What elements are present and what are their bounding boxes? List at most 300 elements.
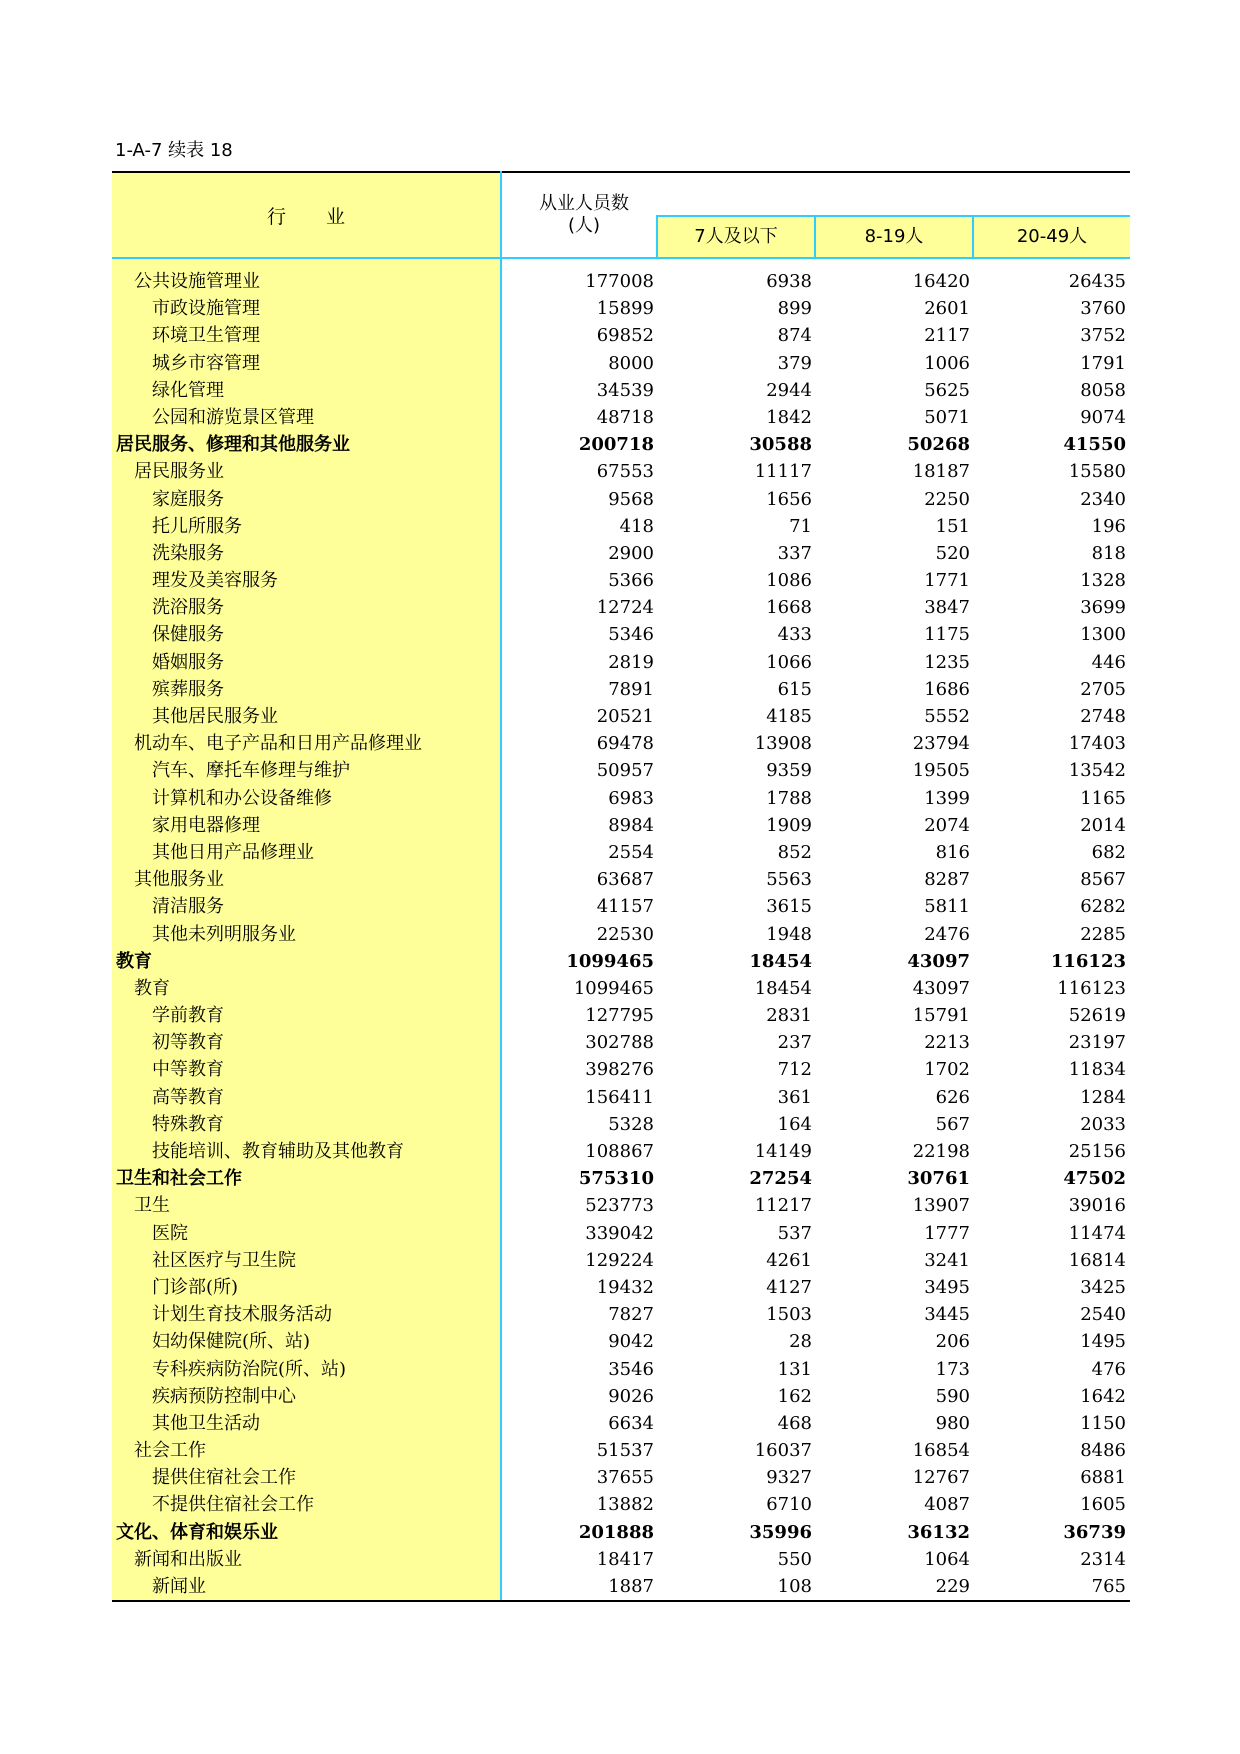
row-value-col4: 6881 — [1080, 1467, 1126, 1489]
row-industry-name: 教育 — [134, 977, 170, 999]
row-industry-name: 汽车、摩托车修理与维护 — [152, 760, 350, 782]
row-value-col1: 9568 — [608, 488, 654, 510]
table-row — [112, 975, 1130, 1002]
row-industry-name: 洗浴服务 — [152, 597, 224, 619]
row-value-col4: 47502 — [1063, 1168, 1126, 1190]
row-value-col1: 50957 — [596, 760, 654, 782]
table-row — [112, 1247, 1130, 1274]
table-row — [112, 1519, 1130, 1546]
row-industry-name: 城乡市容管理 — [152, 352, 260, 374]
row-industry-name: 居民服务、修理和其他服务业 — [116, 434, 350, 456]
row-value-col3: 8287 — [924, 869, 970, 891]
table-row — [112, 893, 1130, 920]
row-value-col4: 116123 — [1050, 950, 1126, 972]
row-industry-name: 居民服务业 — [134, 461, 224, 483]
table-body — [112, 268, 1130, 1600]
row-industry-name: 其他卫生活动 — [152, 1412, 260, 1434]
row-industry-name: 提供住宿社会工作 — [152, 1467, 296, 1489]
row-value-col1: 20521 — [596, 706, 654, 727]
row-value-col1: 156411 — [585, 1086, 654, 1108]
table-row — [112, 1546, 1130, 1573]
row-industry-name: 殡葬服务 — [152, 678, 224, 700]
row-value-col2: 4127 — [766, 1276, 812, 1298]
row-value-col1: 302788 — [585, 1032, 654, 1054]
table-row — [112, 1002, 1130, 1029]
row-value-col4: 3425 — [1080, 1276, 1126, 1298]
table-row — [112, 866, 1130, 893]
row-value-col1: 5366 — [608, 570, 654, 592]
row-value-col4: 2705 — [1080, 678, 1126, 700]
row-value-col3: 5552 — [924, 706, 970, 727]
row-value-col3: 16420 — [912, 271, 970, 292]
row-value-col3: 1399 — [924, 787, 970, 809]
table-row — [112, 757, 1130, 784]
row-value-col3: 2601 — [924, 298, 970, 320]
row-value-col4: 9074 — [1080, 406, 1126, 428]
row-value-col4: 682 — [1091, 841, 1126, 863]
row-value-col1: 15899 — [596, 298, 654, 320]
table-row — [112, 431, 1130, 458]
row-industry-name: 初等教育 — [152, 1032, 224, 1054]
row-value-col4: 1791 — [1080, 352, 1126, 374]
row-value-col4: 36739 — [1063, 1521, 1126, 1543]
header-total-label — [504, 193, 664, 237]
row-value-col4: 25156 — [1068, 1141, 1126, 1162]
row-value-col1: 5346 — [608, 624, 654, 646]
row-value-col1: 2819 — [608, 651, 654, 673]
table-row — [112, 1138, 1130, 1165]
table-row — [112, 295, 1130, 322]
row-value-col2: 18454 — [749, 950, 812, 972]
row-value-col4: 52619 — [1068, 1005, 1126, 1027]
row-value-col2: 164 — [777, 1113, 812, 1135]
row-value-col2: 1668 — [766, 597, 812, 619]
row-value-col2: 1842 — [766, 406, 812, 428]
row-value-col3: 567 — [935, 1113, 970, 1135]
row-industry-name: 医院 — [152, 1222, 188, 1244]
table-row — [112, 594, 1130, 621]
row-value-col3: 151 — [935, 515, 970, 537]
table-row — [112, 377, 1130, 404]
row-value-col3: 626 — [935, 1086, 970, 1108]
row-value-col1: 8000 — [608, 352, 654, 374]
row-industry-name: 保健服务 — [152, 624, 224, 646]
table-row — [112, 921, 1130, 948]
row-value-col3: 1686 — [924, 678, 970, 700]
row-value-col4: 8058 — [1080, 379, 1126, 401]
row-value-col3: 5811 — [924, 896, 970, 918]
table-row — [112, 1301, 1130, 1328]
table-row — [112, 649, 1130, 676]
row-industry-name: 计算机和办公设备维修 — [152, 787, 332, 809]
row-value-col3: 2074 — [924, 814, 970, 836]
row-value-col2: 899 — [777, 298, 812, 320]
row-value-col4: 2748 — [1080, 706, 1126, 727]
row-value-col4: 1165 — [1080, 787, 1126, 809]
row-value-col4: 1150 — [1080, 1412, 1126, 1434]
row-value-col3: 3445 — [924, 1304, 970, 1326]
table-row — [112, 621, 1130, 648]
table-header — [112, 173, 1130, 257]
row-value-col4: 8567 — [1080, 869, 1126, 891]
row-value-col1: 34539 — [596, 379, 654, 401]
row-industry-name: 特殊教育 — [152, 1113, 224, 1135]
row-value-col2: 27254 — [749, 1168, 812, 1190]
row-value-col4: 1642 — [1080, 1385, 1126, 1407]
row-industry-name: 其他服务业 — [134, 869, 224, 891]
row-value-col2: 9359 — [766, 760, 812, 782]
header-col-size3: 20-49人 — [1016, 226, 1088, 247]
table-caption: 1-A-7 续表 18 — [115, 140, 233, 161]
row-industry-name: 托儿所服务 — [152, 515, 242, 537]
table-row — [112, 322, 1130, 349]
row-value-col1: 37655 — [596, 1467, 654, 1489]
row-value-col4: 476 — [1091, 1358, 1126, 1380]
row-value-col4: 2033 — [1080, 1113, 1126, 1135]
row-value-col2: 361 — [777, 1086, 812, 1108]
row-value-col1: 9026 — [608, 1385, 654, 1407]
table-row — [112, 513, 1130, 540]
row-value-col2: 11217 — [754, 1195, 812, 1217]
row-industry-name: 清洁服务 — [152, 896, 224, 918]
row-value-col2: 1948 — [766, 923, 812, 945]
row-value-col3: 50268 — [907, 434, 970, 456]
row-value-col1: 69852 — [596, 325, 654, 347]
row-value-col1: 41157 — [596, 896, 654, 918]
row-value-col4: 2285 — [1080, 923, 1126, 945]
row-value-col1: 2900 — [608, 542, 654, 564]
row-value-col4: 116123 — [1057, 977, 1126, 999]
table-row — [112, 540, 1130, 567]
row-value-col2: 13908 — [754, 733, 812, 755]
row-industry-name: 公园和游览景区管理 — [152, 406, 314, 428]
row-value-col4: 1284 — [1080, 1086, 1126, 1108]
row-value-col3: 36132 — [907, 1521, 970, 1543]
table-row — [112, 839, 1130, 866]
row-value-col1: 48718 — [596, 406, 654, 428]
table-row — [112, 1029, 1130, 1056]
table-row — [112, 1410, 1130, 1437]
row-value-col2: 337 — [777, 542, 812, 564]
row-value-col4: 765 — [1091, 1576, 1126, 1597]
row-value-col4: 1328 — [1080, 570, 1126, 592]
row-value-col2: 9327 — [766, 1467, 812, 1489]
row-value-col1: 12724 — [596, 597, 654, 619]
row-value-col3: 520 — [935, 542, 970, 564]
table-row — [112, 486, 1130, 513]
row-value-col2: 14149 — [754, 1141, 812, 1162]
table-row — [112, 404, 1130, 431]
row-value-col3: 3847 — [924, 597, 970, 619]
row-value-col1: 5328 — [608, 1113, 654, 1135]
row-value-col3: 590 — [935, 1385, 970, 1407]
row-value-col3: 3495 — [924, 1276, 970, 1298]
row-value-col3: 12767 — [912, 1467, 970, 1489]
row-value-col2: 4185 — [766, 706, 812, 727]
row-value-col2: 4261 — [766, 1249, 812, 1271]
row-value-col2: 28 — [789, 1331, 812, 1353]
row-industry-name: 学前教育 — [152, 1005, 224, 1027]
row-value-col3: 18187 — [912, 461, 970, 483]
table-row — [112, 1573, 1130, 1600]
row-value-col2: 537 — [777, 1222, 812, 1244]
row-value-col3: 980 — [935, 1412, 970, 1434]
row-value-col4: 3752 — [1080, 325, 1126, 347]
row-industry-name: 公共设施管理业 — [134, 271, 260, 292]
row-value-col2: 852 — [777, 841, 812, 863]
row-industry-name: 社会工作 — [134, 1440, 206, 1462]
row-industry-name: 中等教育 — [152, 1059, 224, 1081]
row-value-col1: 7891 — [608, 678, 654, 700]
table-row — [112, 1328, 1130, 1355]
row-value-col3: 13907 — [912, 1195, 970, 1217]
row-industry-name: 理发及美容服务 — [152, 570, 278, 592]
row-value-col1: 13882 — [596, 1494, 654, 1516]
header-col-size1: 7人及以下 — [694, 226, 778, 247]
row-value-col1: 22530 — [596, 923, 654, 945]
row-value-col4: 11834 — [1068, 1059, 1126, 1081]
row-industry-name: 疾病预防控制中心 — [152, 1385, 296, 1407]
header-col-size2: 8-19人 — [864, 226, 924, 247]
table-row — [112, 676, 1130, 703]
row-value-col2: 615 — [777, 678, 812, 700]
row-value-col3: 5625 — [924, 379, 970, 401]
row-value-col4: 41550 — [1063, 434, 1126, 456]
row-value-col4: 818 — [1091, 542, 1126, 564]
row-value-col1: 523773 — [585, 1195, 654, 1217]
row-industry-name: 新闻和出版业 — [134, 1548, 242, 1570]
row-value-col3: 22198 — [912, 1141, 970, 1162]
row-value-col2: 550 — [777, 1548, 812, 1570]
row-value-col1: 19432 — [596, 1276, 654, 1298]
row-value-col3: 1175 — [924, 624, 970, 646]
row-industry-name: 卫生 — [134, 1195, 170, 1217]
table-row — [112, 703, 1130, 730]
row-value-col2: 1788 — [766, 787, 812, 809]
row-value-col4: 446 — [1091, 651, 1126, 673]
row-industry-name: 不提供住宿社会工作 — [152, 1494, 314, 1516]
row-value-col1: 418 — [619, 515, 654, 537]
row-value-col4: 11474 — [1068, 1222, 1126, 1244]
row-value-col1: 1099465 — [573, 977, 654, 999]
row-value-col1: 200718 — [578, 434, 654, 456]
row-value-col2: 11117 — [754, 461, 812, 483]
row-industry-name: 计划生育技术服务活动 — [152, 1304, 332, 1326]
row-value-col4: 39016 — [1068, 1195, 1126, 1217]
row-value-col3: 3241 — [924, 1249, 970, 1271]
row-value-col3: 2250 — [924, 488, 970, 510]
row-value-col2: 1909 — [766, 814, 812, 836]
table-row — [112, 458, 1130, 485]
table-row — [112, 350, 1130, 377]
table-row — [112, 812, 1130, 839]
row-value-col2: 5563 — [766, 869, 812, 891]
row-industry-name: 新闻业 — [152, 1576, 206, 1597]
row-industry-name: 机动车、电子产品和日用产品修理业 — [134, 733, 422, 755]
row-value-col2: 18454 — [754, 977, 812, 999]
row-industry-name: 洗染服务 — [152, 542, 224, 564]
table-row — [112, 1274, 1130, 1301]
row-value-col3: 1006 — [924, 352, 970, 374]
row-value-col4: 1495 — [1080, 1331, 1126, 1353]
row-value-col3: 816 — [935, 841, 970, 863]
row-value-col3: 5071 — [924, 406, 970, 428]
row-value-col1: 1099465 — [566, 950, 654, 972]
row-value-col2: 162 — [777, 1385, 812, 1407]
row-value-col3: 16854 — [912, 1440, 970, 1462]
row-value-col4: 17403 — [1068, 733, 1126, 755]
row-value-col4: 2014 — [1080, 814, 1126, 836]
row-value-col1: 127795 — [585, 1005, 654, 1027]
row-value-col4: 2340 — [1080, 488, 1126, 510]
row-value-col1: 6983 — [608, 787, 654, 809]
row-value-col2: 35996 — [749, 1521, 812, 1543]
row-value-col1: 129224 — [585, 1249, 654, 1271]
row-industry-name: 家用电器修理 — [152, 814, 260, 836]
row-industry-name: 教育 — [116, 950, 152, 972]
header-total-line1: 从业人员数 — [539, 193, 629, 214]
row-value-col2: 6938 — [766, 271, 812, 292]
row-value-col4: 26435 — [1068, 271, 1126, 292]
row-industry-name: 市政设施管理 — [152, 298, 260, 320]
row-value-col3: 43097 — [907, 950, 970, 972]
row-value-col2: 71 — [789, 515, 812, 537]
row-value-col3: 15791 — [912, 1005, 970, 1027]
table-row — [112, 1111, 1130, 1138]
row-value-col4: 3760 — [1080, 298, 1126, 320]
row-value-col2: 1656 — [766, 488, 812, 510]
row-value-col4: 196 — [1091, 515, 1126, 537]
row-value-col1: 339042 — [585, 1222, 654, 1244]
row-value-col3: 1777 — [924, 1222, 970, 1244]
row-value-col3: 2117 — [924, 325, 970, 347]
row-value-col1: 201888 — [578, 1521, 654, 1543]
table-row — [112, 1056, 1130, 1083]
row-value-col2: 237 — [777, 1032, 812, 1054]
row-value-col1: 1887 — [608, 1576, 654, 1597]
row-value-col3: 2213 — [924, 1032, 970, 1054]
row-value-col2: 30588 — [749, 434, 812, 456]
table-row — [112, 1437, 1130, 1464]
header-total-line2: (人) — [567, 215, 601, 236]
row-industry-name: 高等教育 — [152, 1086, 224, 1108]
row-industry-name: 卫生和社会工作 — [116, 1168, 242, 1190]
header-industry-label: 行业 — [266, 205, 385, 228]
table-row — [112, 268, 1130, 295]
row-value-col2: 1086 — [766, 570, 812, 592]
row-value-col4: 8486 — [1080, 1440, 1126, 1462]
row-value-col3: 1235 — [924, 651, 970, 673]
row-value-col3: 4087 — [924, 1494, 970, 1516]
row-value-col2: 16037 — [754, 1440, 812, 1462]
row-value-col3: 23794 — [912, 733, 970, 755]
row-value-col1: 18417 — [596, 1548, 654, 1570]
row-industry-name: 婚姻服务 — [152, 651, 224, 673]
row-value-col1: 2554 — [608, 841, 654, 863]
row-value-col1: 3546 — [608, 1358, 654, 1380]
row-value-col2: 3615 — [766, 896, 812, 918]
row-value-col4: 1605 — [1080, 1494, 1126, 1516]
row-value-col4: 2540 — [1080, 1304, 1126, 1326]
row-value-col2: 2831 — [766, 1005, 812, 1027]
row-value-col2: 433 — [777, 624, 812, 646]
row-value-col1: 51537 — [596, 1440, 654, 1462]
row-industry-name: 绿化管理 — [152, 379, 224, 401]
row-industry-name: 技能培训、教育辅助及其他教育 — [152, 1141, 404, 1162]
row-value-col1: 108867 — [585, 1141, 654, 1162]
row-industry-name: 妇幼保健院(所、站) — [152, 1331, 311, 1353]
row-industry-name: 其他日用产品修理业 — [152, 841, 314, 863]
table-row — [112, 567, 1130, 594]
row-value-col2: 379 — [777, 352, 812, 374]
row-value-col1: 575310 — [578, 1168, 654, 1190]
row-value-col2: 1066 — [766, 651, 812, 673]
row-industry-name: 其他居民服务业 — [152, 706, 278, 727]
table-row — [112, 1464, 1130, 1491]
row-value-col3: 2476 — [924, 923, 970, 945]
row-industry-name: 其他未列明服务业 — [152, 923, 296, 945]
row-value-col2: 712 — [777, 1059, 812, 1081]
row-value-col1: 7827 — [608, 1304, 654, 1326]
table-row — [112, 1084, 1130, 1111]
row-value-col4: 1300 — [1080, 624, 1126, 646]
table-row — [112, 1220, 1130, 1247]
row-value-col3: 19505 — [912, 760, 970, 782]
row-value-col4: 15580 — [1068, 461, 1126, 483]
row-industry-name: 门诊部(所) — [152, 1276, 239, 1298]
table-row — [112, 948, 1130, 975]
table-row — [112, 1383, 1130, 1410]
row-value-col1: 398276 — [585, 1059, 654, 1081]
row-value-col4: 6282 — [1080, 896, 1126, 918]
row-value-col2: 1503 — [766, 1304, 812, 1326]
table-row — [112, 785, 1130, 812]
bottom-rule — [112, 1600, 1130, 1602]
table-row — [112, 1165, 1130, 1192]
row-value-col3: 1064 — [924, 1548, 970, 1570]
row-value-col1: 63687 — [596, 869, 654, 891]
row-value-col2: 468 — [777, 1412, 812, 1434]
row-value-col1: 67553 — [596, 461, 654, 483]
row-value-col1: 9042 — [608, 1331, 654, 1353]
row-industry-name: 家庭服务 — [152, 488, 224, 510]
row-value-col4: 3699 — [1080, 597, 1126, 619]
row-value-col4: 13542 — [1068, 760, 1126, 782]
row-value-col3: 1702 — [924, 1059, 970, 1081]
row-value-col3: 229 — [935, 1576, 970, 1597]
row-industry-name: 社区医疗与卫生院 — [152, 1249, 296, 1271]
row-value-col4: 16814 — [1068, 1249, 1126, 1271]
row-industry-name: 文化、体育和娱乐业 — [116, 1521, 278, 1543]
row-value-col1: 177008 — [585, 271, 654, 292]
row-value-col3: 43097 — [912, 977, 970, 999]
row-value-col2: 2944 — [766, 379, 812, 401]
row-value-col1: 69478 — [596, 733, 654, 755]
table-row — [112, 730, 1130, 757]
row-industry-name: 专科疾病防治院(所、站) — [152, 1358, 347, 1380]
row-value-col2: 108 — [777, 1576, 812, 1597]
table-row — [112, 1356, 1130, 1383]
row-value-col3: 1771 — [924, 570, 970, 592]
row-value-col1: 6634 — [608, 1412, 654, 1434]
table-row — [112, 1192, 1130, 1219]
row-value-col1: 8984 — [608, 814, 654, 836]
row-value-col4: 23197 — [1068, 1032, 1126, 1054]
row-value-col3: 30761 — [907, 1168, 970, 1190]
row-value-col2: 131 — [777, 1358, 812, 1380]
row-value-col3: 206 — [935, 1331, 970, 1353]
row-value-col4: 2314 — [1080, 1548, 1126, 1570]
